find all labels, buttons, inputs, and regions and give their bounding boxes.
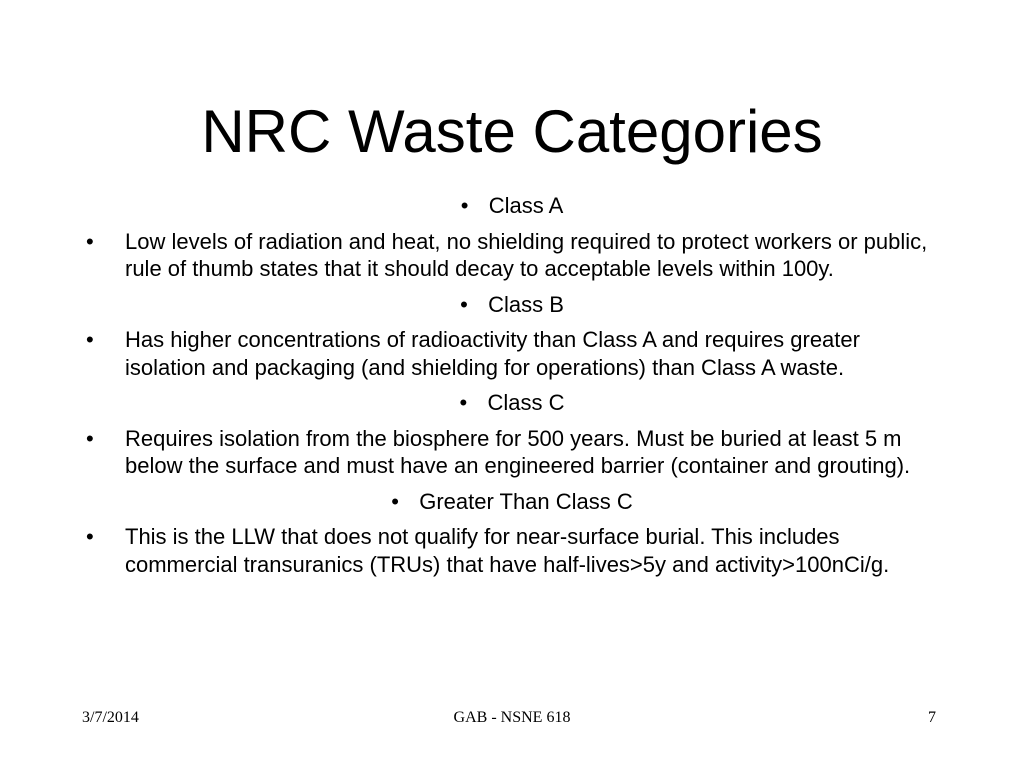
footer-date: 3/7/2014 xyxy=(82,709,139,726)
bullet-glyph: • xyxy=(86,524,94,549)
footer-course: GAB - NSNE 618 xyxy=(453,709,571,726)
class-a-description-text: Low levels of radiation and heat, no shielding required to protect workers or public, rule of thumb states that it should decay to acceptable levels within 100y. xyxy=(125,228,928,281)
bullet-glyph: • xyxy=(460,291,468,317)
class-b-description-text: Has higher concentrations of radioactivity than Class A and requires greater isolation and packaging (and shielding for operations) than Class A waste. xyxy=(125,327,860,380)
gtcc-description xyxy=(82,523,942,578)
class-a-description xyxy=(82,228,942,283)
bullet-glyph: • xyxy=(86,425,94,451)
class-a-heading xyxy=(82,192,942,220)
bullet-glyph: • xyxy=(86,327,94,352)
bullet-glyph: • xyxy=(459,390,468,415)
bullet-glyph: • xyxy=(86,228,94,254)
class-c-heading xyxy=(82,389,942,417)
footer-page-number: 7 xyxy=(928,709,936,726)
gtcc-description-text: This is the LLW that does not qualify for near-surface burial. This includes commercial transuranics (TRUs) that have half-lives>5y and activity>100nCi/g. xyxy=(125,524,890,577)
gtcc-heading xyxy=(82,488,942,516)
bullet-glyph: • xyxy=(391,488,399,514)
gtcc-heading-text: Greater Than Class C xyxy=(419,488,633,514)
class-c-heading-text: Class C xyxy=(487,390,565,415)
slide-body xyxy=(82,192,942,586)
slide-title: NRC Waste Categories xyxy=(201,98,823,165)
class-c-description-text: Requires isolation from the biosphere for 500 years. Must be buried at least 5 m below the surface and must have an engineered barrier (container and grouting). xyxy=(125,425,911,478)
class-b-description xyxy=(82,326,942,381)
class-c-description xyxy=(82,425,942,480)
class-b-heading xyxy=(82,291,942,319)
bullet-glyph: • xyxy=(460,193,469,218)
class-a-heading-text: Class A xyxy=(488,193,564,218)
class-b-heading-text: Class B xyxy=(488,291,564,317)
